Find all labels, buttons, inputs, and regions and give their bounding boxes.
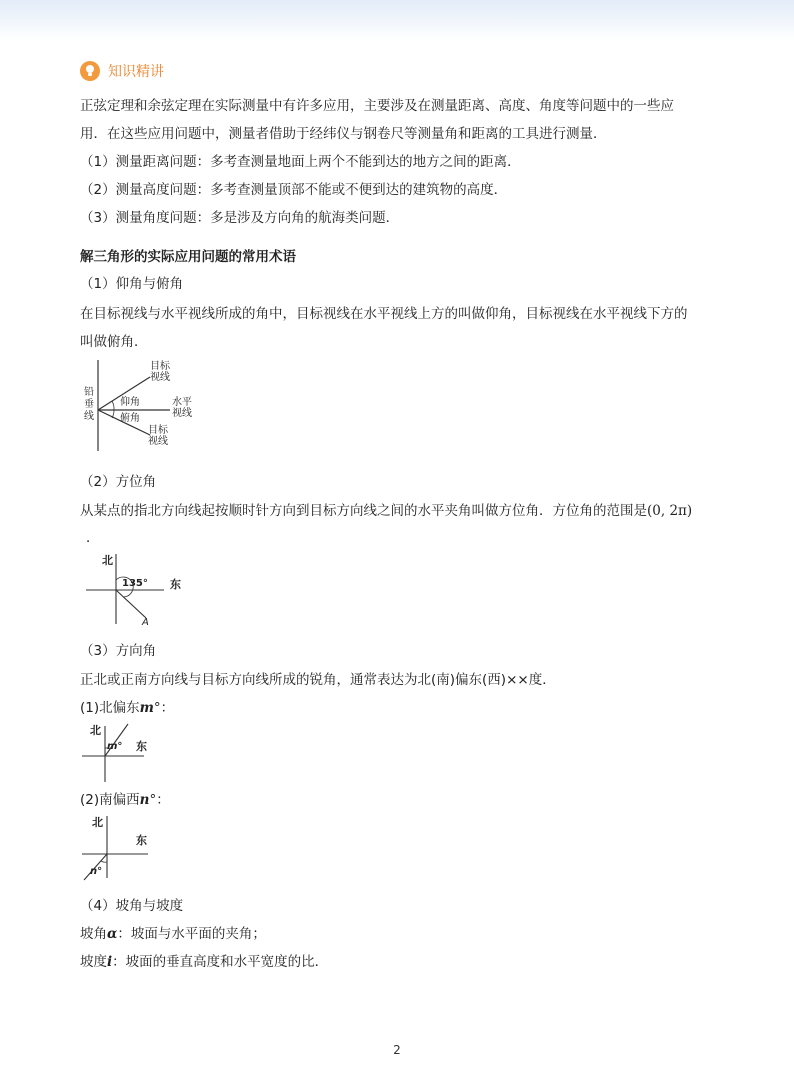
intro-item-2: （2）测量高度问题：多考查测量顶部不能或不便到达的建筑物的高度． bbox=[80, 182, 508, 198]
intro-line-2: 用．在这些应用问题中，测量者借助于经纬仪与钢卷尺等测量角和距离的工具进行测量． bbox=[80, 126, 607, 142]
term1-line-2: 叫做俯角． bbox=[80, 334, 148, 350]
term2-line-1-text: 从某点的指北方向线起按顺时针方向到目标方向线之间的水平夹角叫做方位角．方位角的范围是 bbox=[80, 503, 647, 519]
east-label: 东 bbox=[136, 740, 147, 753]
term2-title: （2）方位角 bbox=[80, 474, 157, 490]
term3-example-2 bbox=[80, 790, 170, 810]
south-west-figure bbox=[80, 812, 170, 882]
example-2-suffix: °： bbox=[149, 792, 170, 808]
alpha-symbol: α bbox=[107, 926, 118, 942]
target-top-label-1: 目标 bbox=[150, 361, 170, 372]
angle-label: n° bbox=[90, 866, 103, 877]
plumb-label-3: 线 bbox=[84, 411, 94, 422]
example-1-prefix: (1)北偏东 bbox=[80, 700, 140, 716]
angle-label: 135° bbox=[122, 578, 148, 589]
section-header bbox=[80, 60, 164, 82]
i-symbol: i bbox=[107, 954, 113, 970]
section-title: 知识精讲 bbox=[108, 64, 164, 80]
term2-line-1 bbox=[80, 501, 692, 521]
intro-line-1: 正弦定理和余弦定理在实际测量中有许多应用，主要涉及在测量距离、高度、角度等问题中的一些应 bbox=[80, 98, 674, 114]
target-bottom-label-2: 视线 bbox=[148, 436, 168, 447]
slope-angle-definition: ：坡面与水平面的夹角； bbox=[117, 926, 266, 942]
intro-item-1: （1）测量距离问题：多考查测量地面上两个不能到达的地方之间的距离． bbox=[80, 154, 521, 170]
term1-line-1: 在目标视线与水平视线所成的角中，目标视线在水平视线上方的叫做仰角，目标视线在水平视线下方的 bbox=[80, 306, 688, 322]
term1-title: （1）仰角与俯角 bbox=[80, 276, 184, 292]
example-1-variable: m bbox=[139, 700, 154, 716]
depression-label: 俯角 bbox=[120, 413, 140, 424]
example-2-prefix: (2)南偏西 bbox=[80, 792, 140, 808]
horizontal-label-1: 水平 bbox=[172, 397, 192, 408]
gradient-definition: ：坡面的垂直高度和水平宽度的比． bbox=[112, 954, 329, 970]
elevation-depression-figure bbox=[80, 355, 210, 455]
elevation-label: 仰角 bbox=[120, 397, 140, 408]
azimuth-figure bbox=[80, 548, 190, 628]
north-label: 北 bbox=[102, 554, 113, 567]
intro-item-3: （3）测量角度问题：多是涉及方向角的航海类问题． bbox=[80, 210, 400, 226]
east-label: 东 bbox=[136, 834, 147, 847]
terms-heading: 解三角形的实际应用问题的常用术语 bbox=[80, 249, 296, 265]
term4-line-1 bbox=[80, 924, 266, 944]
example-1-suffix: °： bbox=[153, 700, 175, 716]
term4-line-2 bbox=[80, 952, 328, 972]
point-label: A bbox=[142, 617, 149, 628]
term2-line-2: ． bbox=[86, 530, 100, 546]
angle-label: m° bbox=[107, 741, 123, 752]
term4-title: （4）坡角与坡度 bbox=[80, 898, 184, 914]
term3-title: （3）方向角 bbox=[80, 643, 157, 659]
slope-angle-label: 坡角 bbox=[80, 926, 107, 942]
north-label: 北 bbox=[92, 816, 103, 829]
example-2-variable: n bbox=[139, 792, 150, 808]
gradient-label: 坡度 bbox=[80, 954, 107, 970]
north-label: 北 bbox=[90, 724, 101, 737]
plumb-label-1: 铅 bbox=[84, 387, 94, 398]
north-east-figure bbox=[80, 720, 170, 786]
target-bottom-label-1: 目标 bbox=[148, 425, 168, 436]
east-label: 东 bbox=[170, 578, 181, 591]
page-number: 2 bbox=[393, 1043, 401, 1057]
top-decoration-band bbox=[0, 0, 794, 40]
target-top-label-2: 视线 bbox=[150, 372, 170, 383]
term3-line-1: 正北或正南方向线与目标方向线所成的锐角，通常表达为北(南)偏东(西)××度． bbox=[80, 672, 556, 688]
term3-example-1 bbox=[80, 698, 174, 718]
plumb-label-2: 垂 bbox=[84, 399, 94, 410]
azimuth-range: (0, 2π) bbox=[647, 503, 693, 519]
lightbulb-icon bbox=[80, 61, 100, 81]
horizontal-label-2: 视线 bbox=[172, 408, 192, 419]
